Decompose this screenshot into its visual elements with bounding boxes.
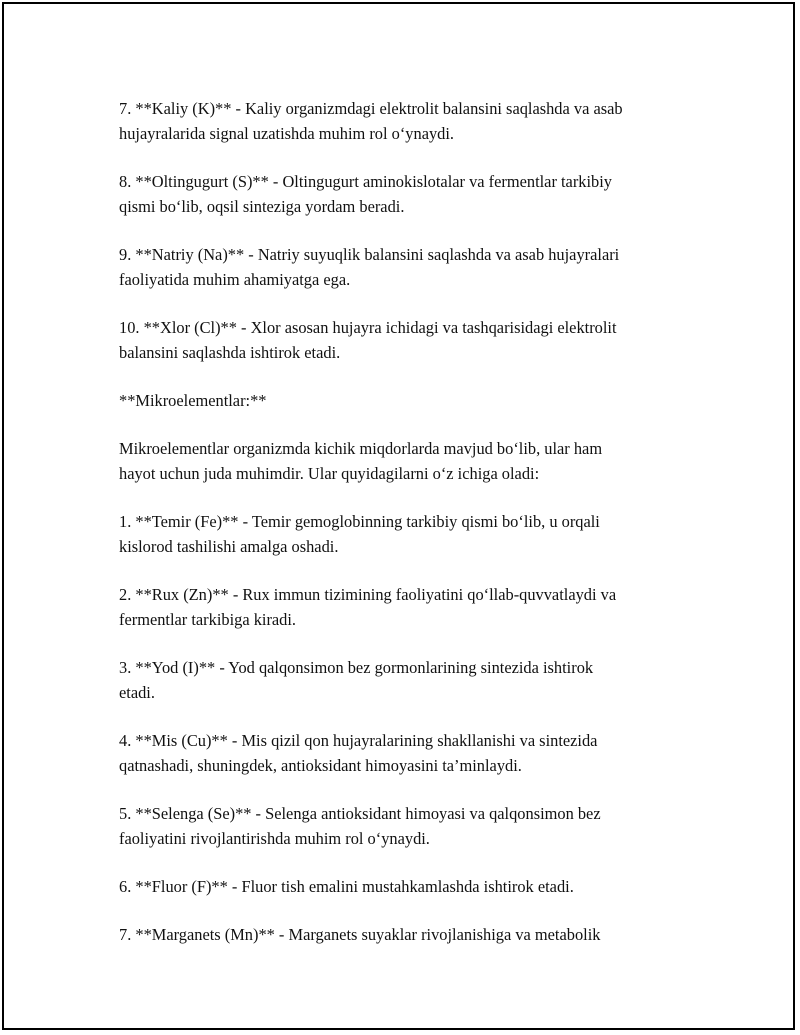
paragraph-line: fermentlar tarkibiga kiradi. [119,610,297,629]
paragraph-line: 6. **Fluor (F)** - Fluor tish emalini mustahkamlashda ishtirok etadi. [119,877,574,896]
paragraph-line: hayot uchun juda muhimdir. Ular quyidagilarni o‘z ichiga oladi: [119,464,540,483]
paragraph-line: hujayralarida signal uzatishda muhim rol o‘ynaydi. [119,124,455,143]
paragraph-line: 9. **Natriy (Na)** - Natriy suyuqlik balansini saqlashda va asab hujayralari [119,245,620,264]
paragraph-line: qatnashadi, shuningdek, antioksidant himoyasini ta’minlaydi. [119,756,522,775]
paragraph-line: Mikroelementlar organizmda kichik miqdorlarda mavjud bo‘lib, ular ham [119,439,603,458]
paragraph-temir [119,509,699,559]
paragraph-line: 7. **Kaliy (K)** - Kaliy organizmdagi elektrolit balansini saqlashda va asab [119,99,623,118]
document-body [119,96,699,970]
paragraph-line: faoliyatini rivojlantirishda muhim rol o‘ynaydi. [119,829,430,848]
paragraph-marganets [119,922,699,947]
paragraph-line: 5. **Selenga (Se)** - Selenga antioksidant himoyasi va qalqonsimon bez [119,804,601,823]
paragraph-line: **Mikroelementlar:** [119,391,267,410]
paragraph-line: 3. **Yod (I)** - Yod qalqonsimon bez gormonlarining sintezida ishtirok [119,658,594,677]
paragraph-line: etadi. [119,683,155,702]
paragraph-line: kislorod tashilishi amalga oshadi. [119,537,339,556]
paragraph-kaliy [119,96,699,146]
paragraph-mis [119,728,699,778]
document-page [2,2,795,1030]
paragraph-natriy [119,242,699,292]
paragraph-line: 4. **Mis (Cu)** - Mis qizil qon hujayralarining shakllanishi va sintezida [119,731,598,750]
paragraph-fluor [119,874,699,899]
paragraph-line: faoliyatida muhim ahamiyatga ega. [119,270,351,289]
paragraph-oltingugurt [119,169,699,219]
paragraph-line: 8. **Oltingugurt (S)** - Oltingugurt aminokislotalar va fermentlar tarkibiy [119,172,612,191]
paragraph-line: balansini saqlashda ishtirok etadi. [119,343,341,362]
paragraph-line: qismi bo‘lib, oqsil sinteziga yordam beradi. [119,197,405,216]
section-heading-mikroelementlar [119,388,699,413]
paragraph-line: 2. **Rux (Zn)** - Rux immun tizimining faoliyatini qo‘llab-quvvatlaydi va [119,585,617,604]
paragraph-line: 10. **Xlor (Cl)** - Xlor asosan hujayra ichidagi va tashqarisidagi elektrolit [119,318,617,337]
paragraph-rux [119,582,699,632]
paragraph-yod [119,655,699,705]
paragraph-selenga [119,801,699,851]
paragraph-line: 7. **Marganets (Mn)** - Marganets suyaklar rivojlanishiga va metabolik [119,925,601,944]
paragraph-xlor [119,315,699,365]
paragraph-line: 1. **Temir (Fe)** - Temir gemoglobinning tarkibiy qismi bo‘lib, u orqali [119,512,600,531]
paragraph-intro [119,436,699,486]
